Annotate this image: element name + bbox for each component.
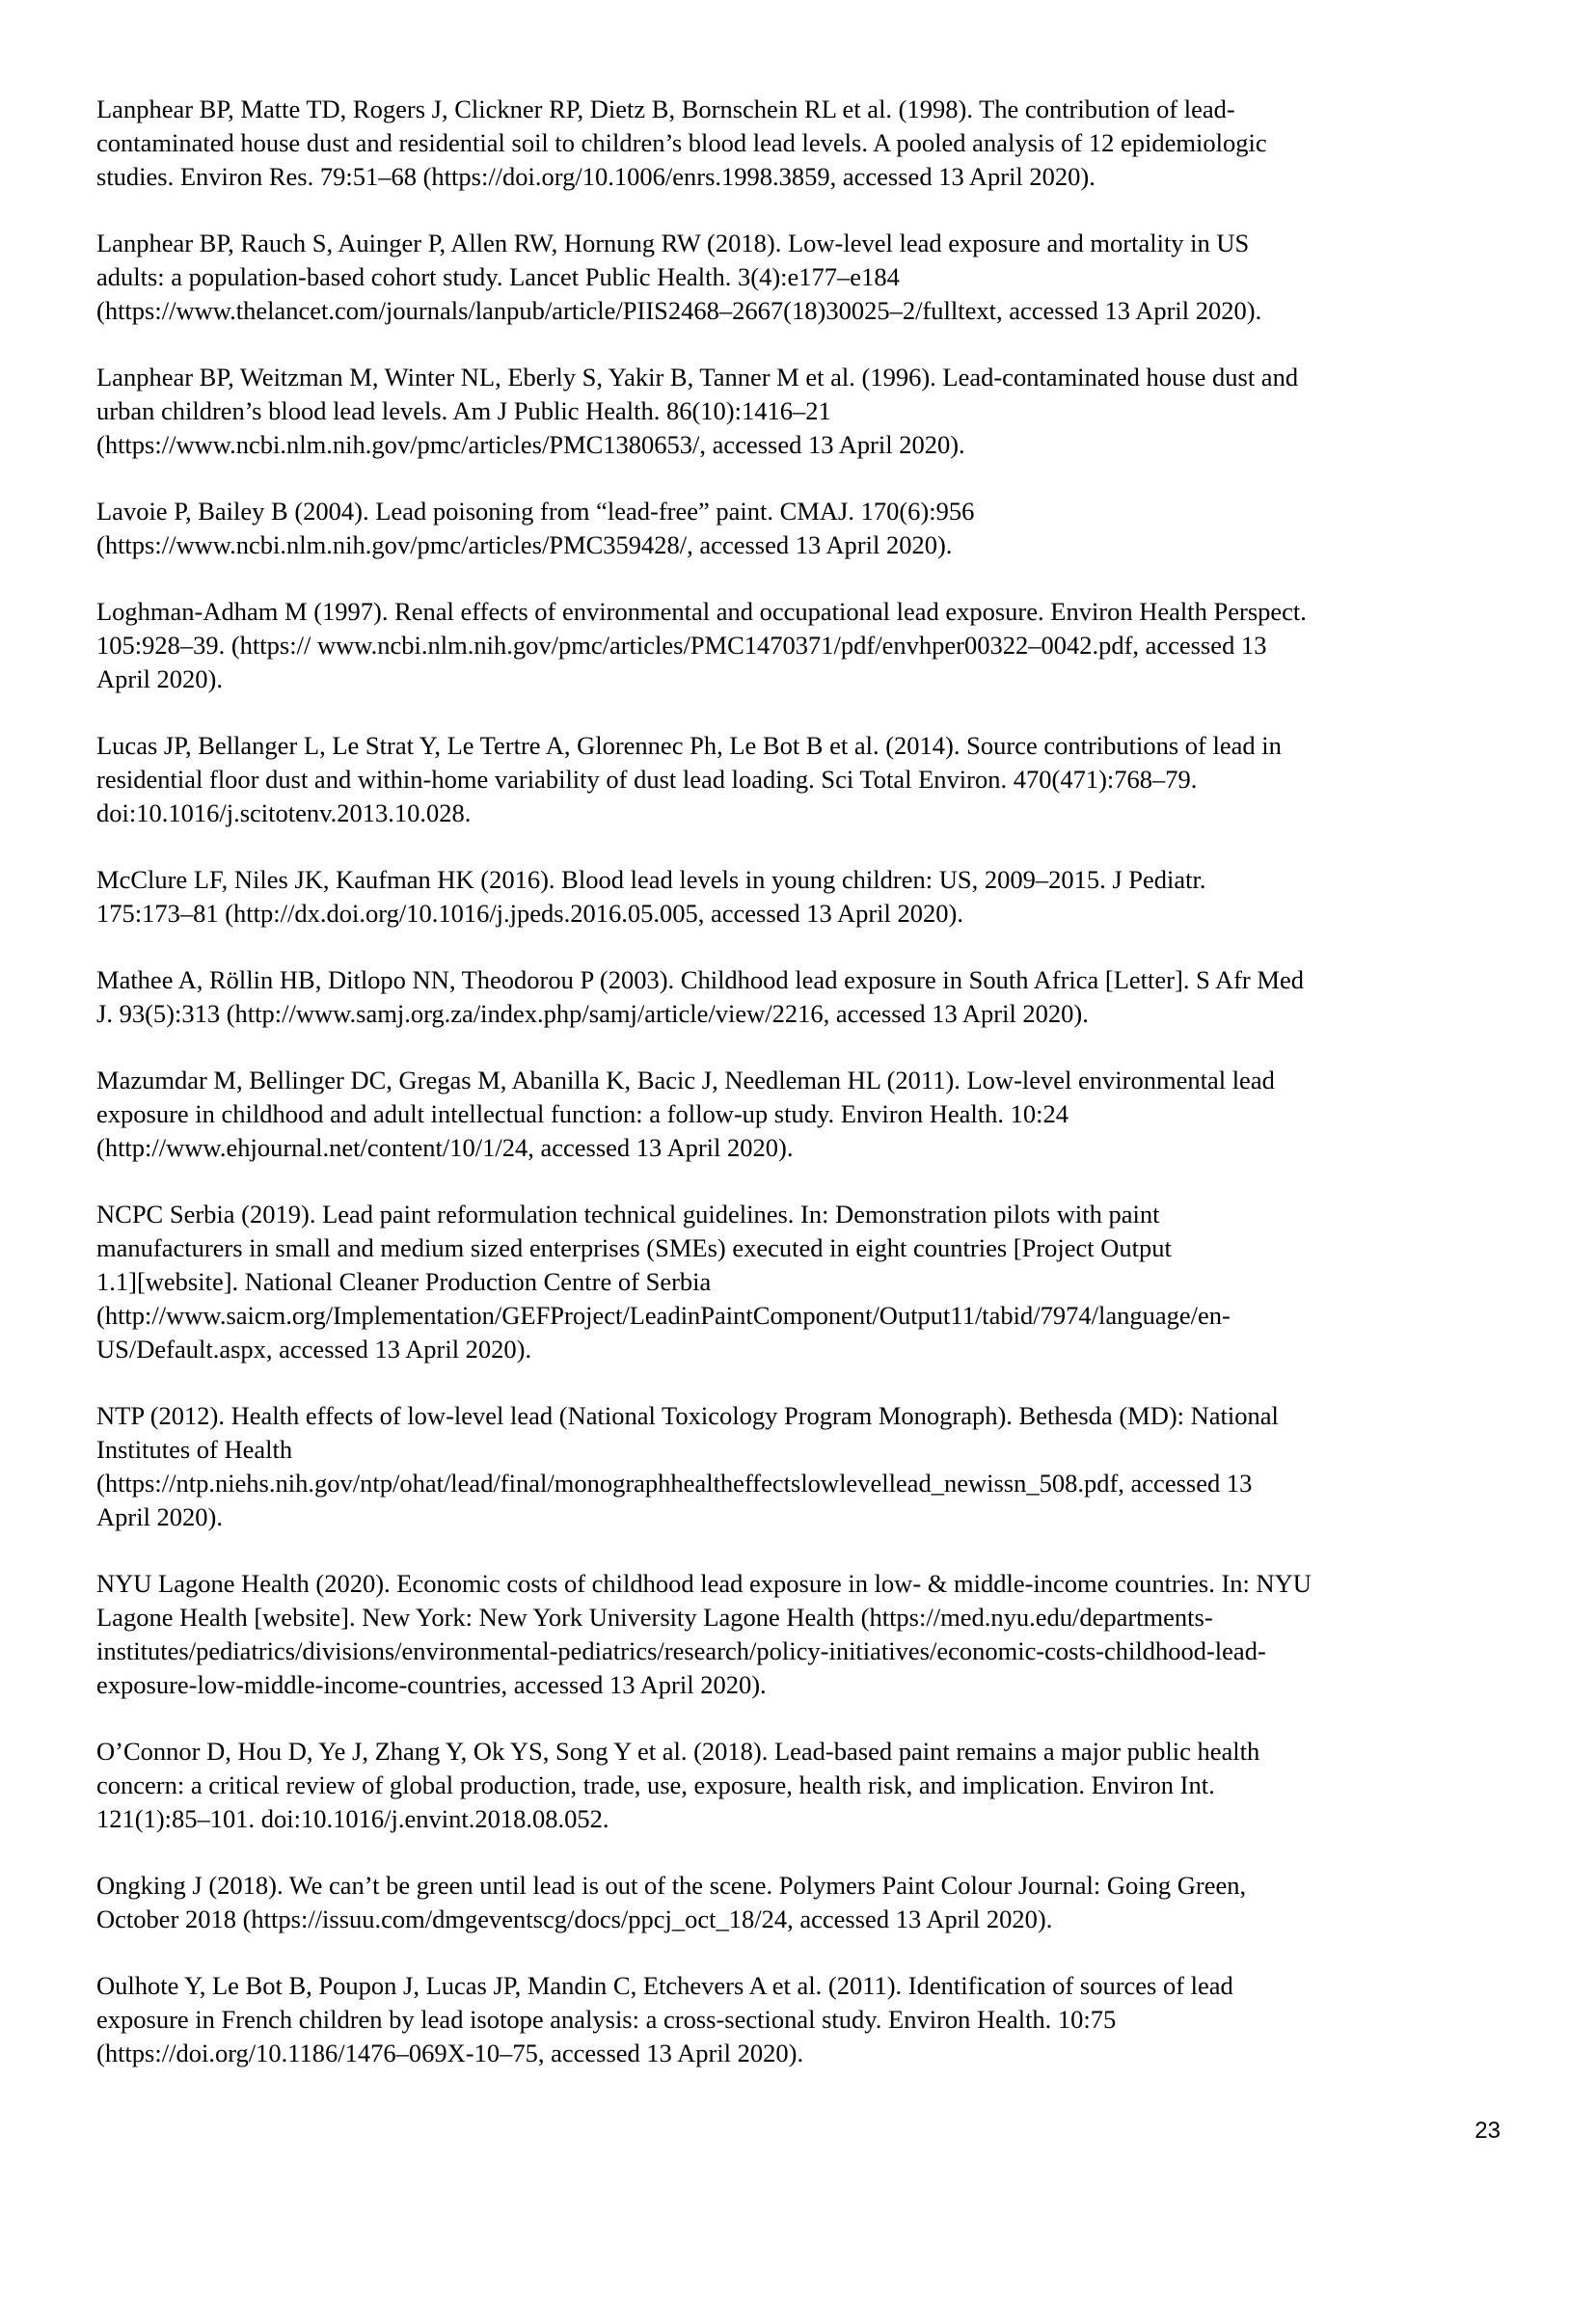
reference-line: (https://www.ncbi.nlm.nih.gov/pmc/articles/PMC1380653/, accessed 13 April 2020). bbox=[96, 430, 965, 459]
reference-line: urban children’s blood lead levels. Am J Public Health. 86(10):1416–21 bbox=[96, 396, 831, 425]
reference-entry bbox=[96, 227, 1514, 328]
reference-line: manufacturers in small and medium sized enterprises (SMEs) executed in eight countries [Project Output bbox=[96, 1233, 1172, 1262]
reference-entry bbox=[96, 1567, 1514, 1702]
reference-line: institutes/pediatrics/divisions/environmental-pediatrics/research/policy-initiatives/economic-costs-childhood-lead- bbox=[96, 1636, 1266, 1665]
reference-line: Lagone Health [website]. New York: New York University Lagone Health (https://med.nyu.edu/departments- bbox=[96, 1603, 1213, 1632]
reference-line: April 2020). bbox=[96, 1502, 224, 1531]
reference-line: Loghman-Adham M (1997). Renal effects of environmental and occupational lead exposure. Environ Health Perspect. bbox=[96, 597, 1307, 626]
reference-line: (http://www.ehjournal.net/content/10/1/24, accessed 13 April 2020). bbox=[96, 1133, 794, 1162]
reference-line: (https://www.ncbi.nlm.nih.gov/pmc/articles/PMC359428/, accessed 13 April 2020). bbox=[96, 530, 953, 559]
reference-entry bbox=[96, 1735, 1514, 1836]
reference-line: NYU Lagone Health (2020). Economic costs of childhood lead exposure in low- & middle-income countries. In: NYU bbox=[96, 1569, 1312, 1598]
reference-line: (https://doi.org/10.1186/1476–069X-10–75, accessed 13 April 2020). bbox=[96, 2039, 804, 2067]
reference-entry bbox=[96, 93, 1514, 194]
reference-entry bbox=[96, 1064, 1514, 1165]
reference-line: Oulhote Y, Le Bot B, Poupon J, Lucas JP, Mandin C, Etchevers A et al. (2011). Identification of sources of lead bbox=[96, 1971, 1233, 2000]
reference-line: October 2018 (https://issuu.com/dmgeventscg/docs/ppcj_oct_18/24, accessed 13 April 2020). bbox=[96, 1904, 1053, 1933]
reference-line: studies. Environ Res. 79:51–68 (https://doi.org/10.1006/enrs.1998.3859, accessed 13 April 2020). bbox=[96, 162, 1096, 191]
reference-line: 121(1):85–101. doi:10.1016/j.envint.2018.08.052. bbox=[96, 1804, 609, 1833]
page-number: 23 bbox=[1474, 2118, 1501, 2144]
reference-line: Institutes of Health bbox=[96, 1435, 293, 1464]
reference-line: Mazumdar M, Bellinger DC, Gregas M, Abanilla K, Bacic J, Needleman HL (2011). Low-level environmental lead bbox=[96, 1066, 1275, 1094]
reference-line: 105:928–39. (https:// www.ncbi.nlm.nih.gov/pmc/articles/PMC1470371/pdf/envhper00322–0042.pdf, accessed 13 bbox=[96, 631, 1267, 660]
reference-line: Lucas JP, Bellanger L, Le Strat Y, Le Tertre A, Glorennec Ph, Le Bot B et al. (2014). Source contributions of lead in bbox=[96, 731, 1282, 760]
reference-line: adults: a population-based cohort study. Lancet Public Health. 3(4):e177–e184 bbox=[96, 262, 900, 291]
reference-line: O’Connor D, Hou D, Ye J, Zhang Y, Ok YS, Song Y et al. (2018). Lead-based paint remains a major public health bbox=[96, 1737, 1260, 1766]
reference-entry bbox=[96, 1869, 1514, 1936]
reference-line: Lavoie P, Bailey B (2004). Lead poisoning from “lead-free” paint. CMAJ. 170(6):956 bbox=[96, 497, 975, 526]
reference-line: exposure in French children by lead isotope analysis: a cross-sectional study. Environ Health. 10:75 bbox=[96, 2005, 1117, 2034]
reference-line: exposure-low-middle-income-countries, accessed 13 April 2020). bbox=[96, 1670, 767, 1699]
reference-line: NTP (2012). Health effects of low-level lead (National Toxicology Program Monograph). Bethesda (MD): National bbox=[96, 1401, 1279, 1430]
reference-line: (http://www.saicm.org/Implementation/GEFProject/LeadinPaintComponent/Output11/tabid/7974/language/en- bbox=[96, 1301, 1231, 1330]
reference-list bbox=[96, 93, 1514, 2103]
reference-line: Lanphear BP, Matte TD, Rogers J, Clickner RP, Dietz B, Bornschein RL et al. (1998). The contribution of lead- bbox=[96, 95, 1235, 123]
reference-line: concern: a critical review of global production, trade, use, exposure, health risk, and implication. Environ Int. bbox=[96, 1770, 1215, 1799]
reference-line: 175:173–81 (http://dx.doi.org/10.1016/j.jpeds.2016.05.005, accessed 13 April 2020). bbox=[96, 899, 963, 928]
reference-line: Lanphear BP, Rauch S, Auinger P, Allen RW, Hornung RW (2018). Low-level lead exposure and mortality in US bbox=[96, 229, 1250, 257]
reference-line: 1.1][website]. National Cleaner Production Centre of Serbia bbox=[96, 1267, 712, 1296]
reference-line: Ongking J (2018). We can’t be green until lead is out of the scene. Polymers Paint Colour Journal: Going Green, bbox=[96, 1871, 1247, 1900]
reference-line: NCPC Serbia (2019). Lead paint reformulation technical guidelines. In: Demonstration pilots with paint bbox=[96, 1200, 1160, 1229]
reference-line: J. 93(5):313 (http://www.samj.org.za/index.php/samj/article/view/2216, accessed 13 April 2020). bbox=[96, 999, 1089, 1028]
reference-line: contaminated house dust and residential soil to children’s blood lead levels. A pooled analysis of 12 epidemiologic bbox=[96, 128, 1267, 157]
reference-line: Lanphear BP, Weitzman M, Winter NL, Eberly S, Yakir B, Tanner M et al. (1996). Lead-contaminated house dust and bbox=[96, 363, 1299, 392]
reference-entry bbox=[96, 1399, 1514, 1534]
reference-line: April 2020). bbox=[96, 664, 224, 693]
reference-entry bbox=[96, 863, 1514, 931]
reference-line: exposure in childhood and adult intellectual function: a follow-up study. Environ Health. 10:24 bbox=[96, 1099, 1069, 1128]
reference-entry bbox=[96, 495, 1514, 562]
reference-entry bbox=[96, 595, 1514, 696]
reference-line: residential floor dust and within-home variability of dust lead loading. Sci Total Environ. 470(471):768–79. bbox=[96, 765, 1198, 794]
reference-entry bbox=[96, 1198, 1514, 1366]
reference-line: Mathee A, Röllin HB, Ditlopo NN, Theodorou P (2003). Childhood lead exposure in South Africa [Letter]. S Afr Med bbox=[96, 965, 1304, 994]
reference-line: (https://ntp.niehs.nih.gov/ntp/ohat/lead/final/monographhealtheffectslowlevellead_newissn_508.pdf, accessed 13 bbox=[96, 1469, 1253, 1498]
reference-entry bbox=[96, 1969, 1514, 2070]
reference-line: McClure LF, Niles JK, Kaufman HK (2016). Blood lead levels in young children: US, 2009–2015. J Pediatr. bbox=[96, 865, 1206, 894]
reference-line: (https://www.thelancet.com/journals/lanpub/article/PIIS2468–2667(18)30025–2/fulltext, accessed 13 April 2020). bbox=[96, 296, 1262, 325]
reference-line: doi:10.1016/j.scitotenv.2013.10.028. bbox=[96, 798, 472, 827]
reference-entry bbox=[96, 361, 1514, 462]
reference-entry bbox=[96, 729, 1514, 830]
reference-line: US/Default.aspx, accessed 13 April 2020). bbox=[96, 1335, 532, 1364]
reference-entry bbox=[96, 963, 1514, 1031]
